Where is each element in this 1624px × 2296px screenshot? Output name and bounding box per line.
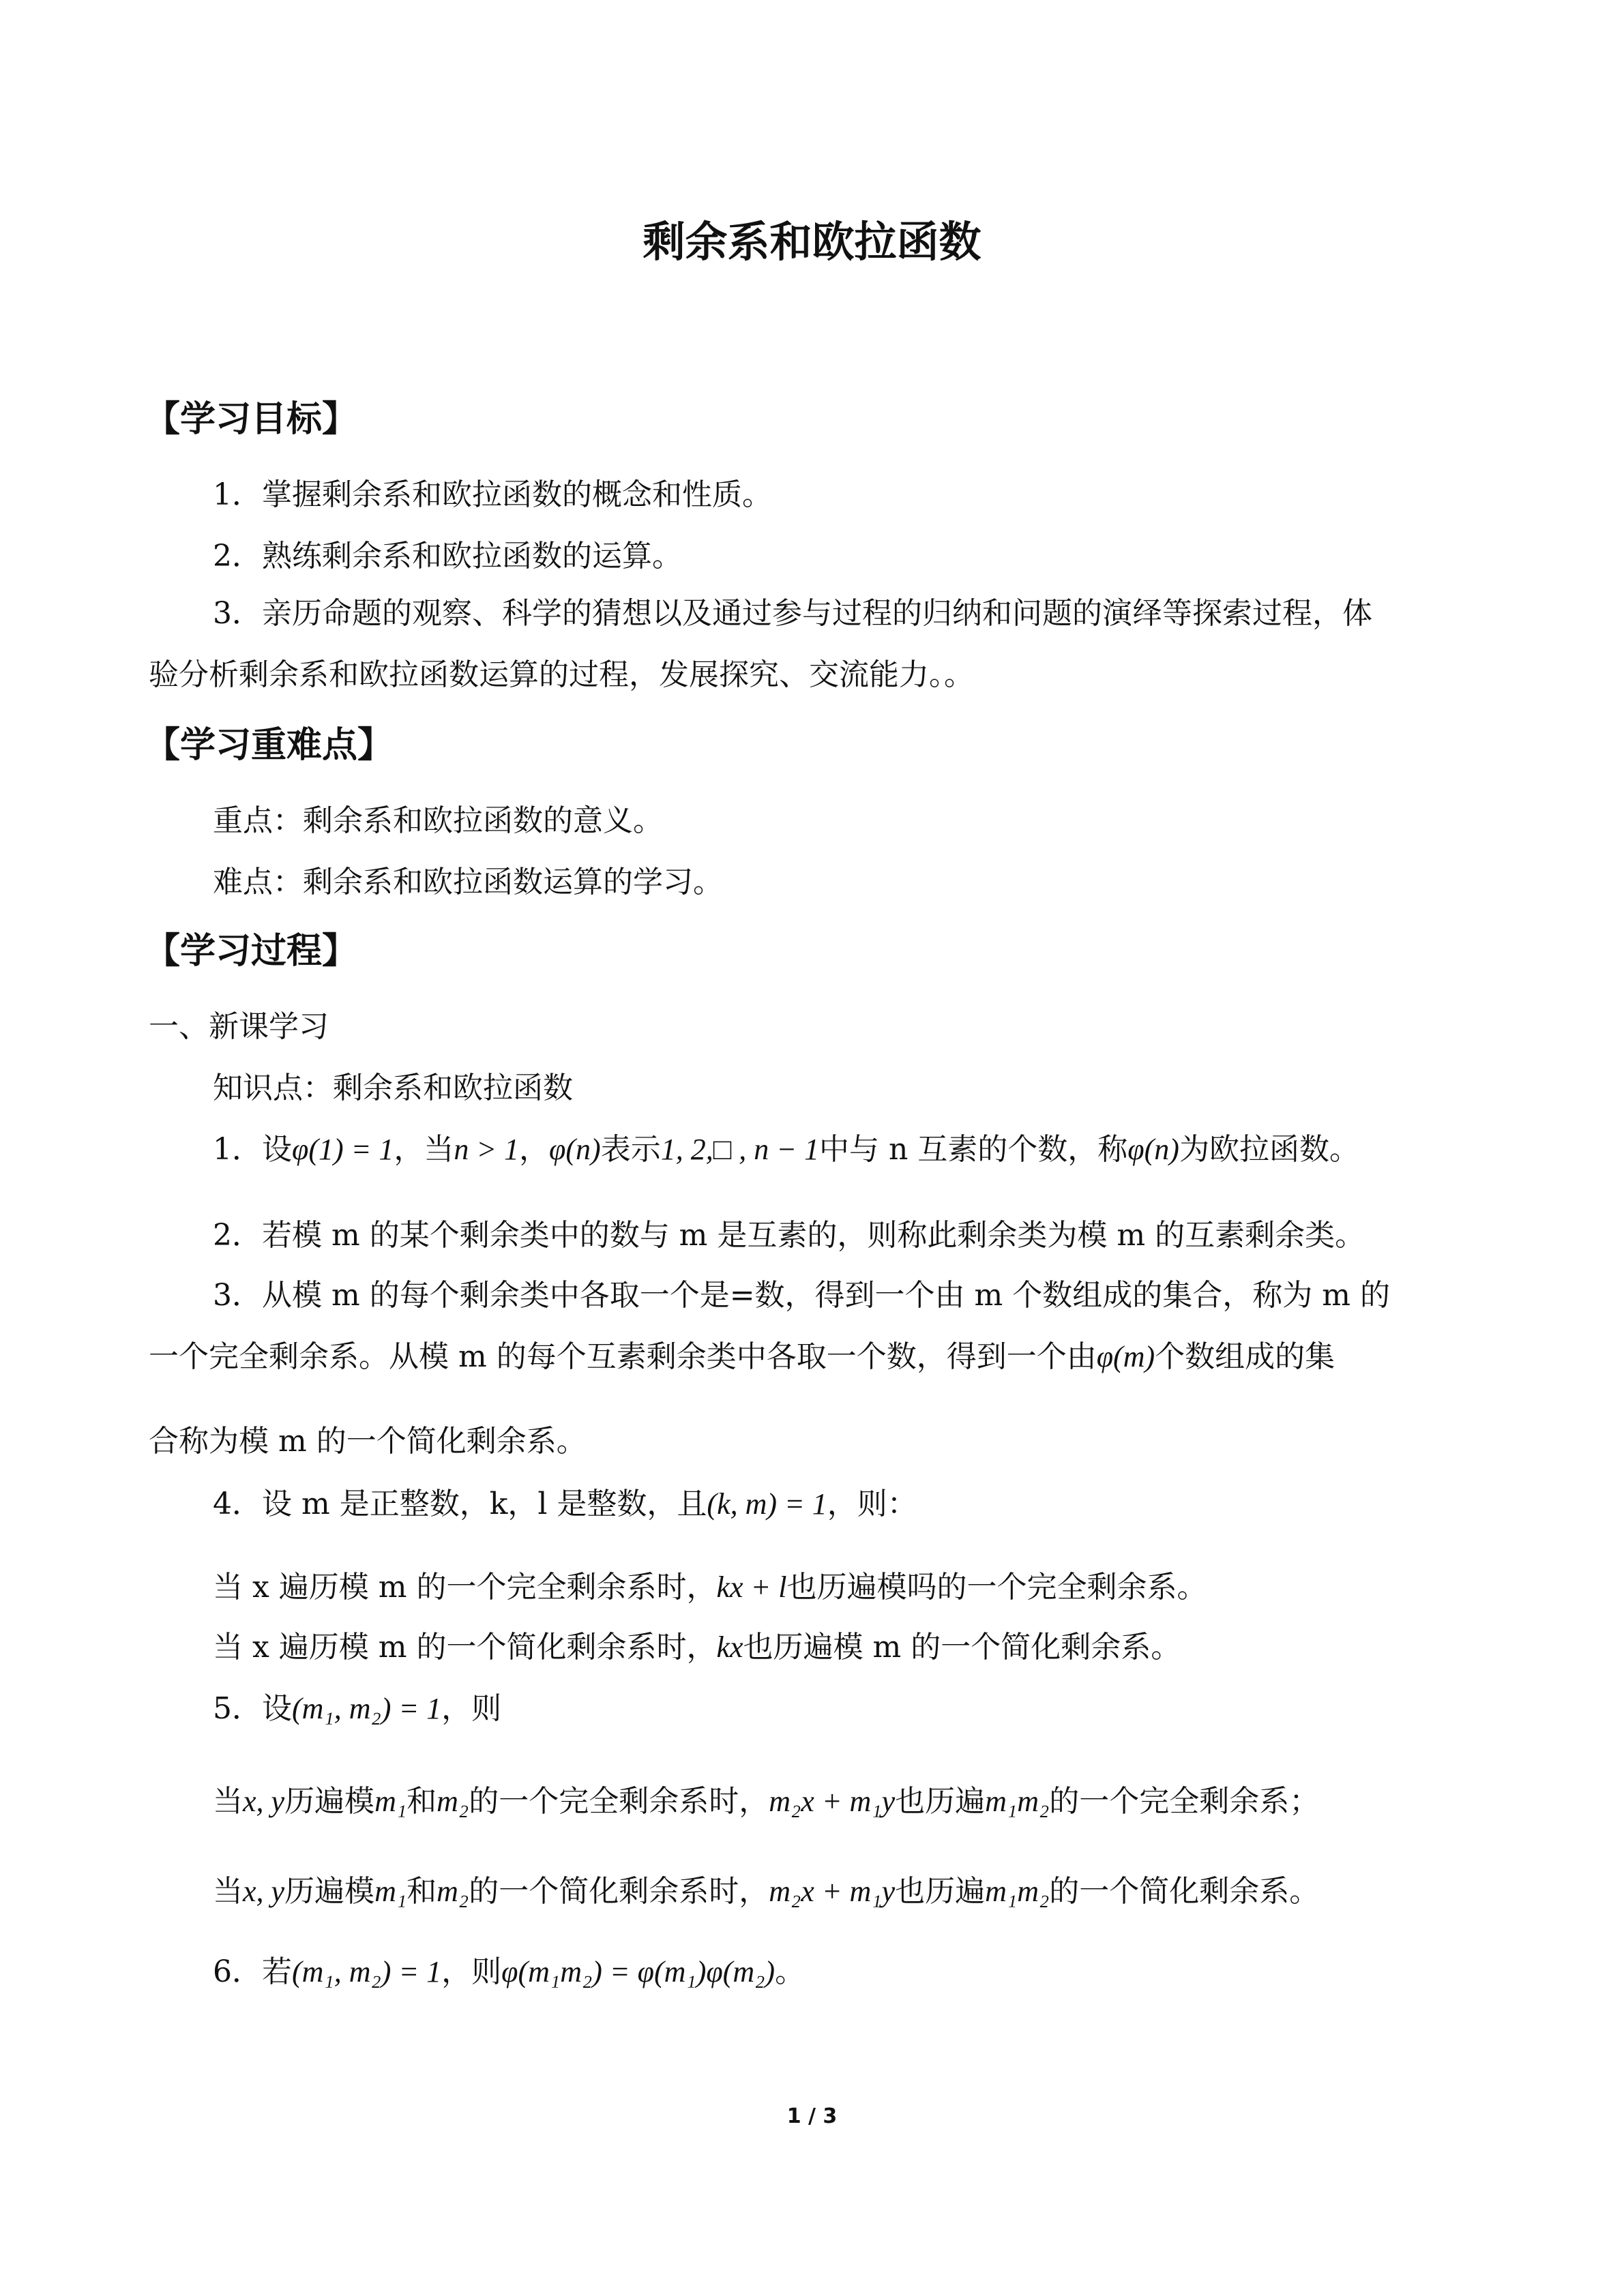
item-1-formula-phi1: φ(1) = 1 xyxy=(292,1133,394,1166)
item-6-text-b: ，则 xyxy=(441,1954,502,1989)
item-5-text-b: ，则 xyxy=(441,1691,502,1726)
item-5-formula-gcd: (m₁, m₂) = 1 xyxy=(292,1692,442,1725)
item-5-line-2-text-d: 的一个简化剩余系时， xyxy=(469,1874,769,1909)
item-1-formula-phin: φ(n) xyxy=(549,1133,601,1166)
item-5-line-1-m2: m₂ xyxy=(437,1785,469,1818)
goal-1: 1．掌握剩余系和欧拉函数的概念和性质。 xyxy=(213,477,772,512)
item-1-formula-phin-2: φ(n) xyxy=(1127,1133,1179,1166)
item-3-line-3: 合称为模 m 的一个简化剩余系。 xyxy=(149,1424,587,1459)
item-4-line-2-formula: kx xyxy=(716,1630,743,1664)
item-1-text-d: 表示 xyxy=(600,1132,661,1167)
item-1 xyxy=(213,1132,1359,1167)
page-number: 1 / 3 xyxy=(786,2104,838,2128)
item-5-line-2-text-c: 和 xyxy=(407,1874,437,1909)
item-5-line-2-m2: m₂ xyxy=(437,1875,469,1908)
item-5-line-2-text-f: 的一个简化剩余系。 xyxy=(1049,1874,1320,1909)
item-5-line-1-text-a: 当 xyxy=(213,1784,243,1819)
section-heading-process: 【学习过程】 xyxy=(145,931,358,972)
item-5-line-2-text-b: 历遍模 xyxy=(284,1874,375,1909)
goal-3-line-2: 验分析剩余系和欧拉函数运算的过程，发展探究、交流能力。。 xyxy=(149,657,974,692)
item-3-line-1: 3．从模 m 的每个剩余类中各取一个是=数，得到一个由 m 个数组成的集合，称为 m 的 xyxy=(213,1278,1390,1313)
item-5-line-2-text-a: 当 xyxy=(213,1874,243,1909)
subsection-heading: 一、新课学习 xyxy=(149,1009,329,1044)
item-5-line-1 xyxy=(213,1784,1320,1819)
item-1-formula-range: 1, 2,□ , n − 1 xyxy=(660,1133,819,1166)
item-1-formula-n: n > 1 xyxy=(454,1133,520,1166)
item-4-text-a: 4．设 m 是正整数，k，l 是整数，且 xyxy=(213,1487,707,1521)
goal-2: 2．熟练剩余系和欧拉函数的运算。 xyxy=(213,539,682,573)
key-point: 重点：剩余系和欧拉函数的意义。 xyxy=(213,803,663,838)
knowledge-point: 知识点：剩余系和欧拉函数 xyxy=(213,1071,573,1105)
item-5-line-2-m1: m₁ xyxy=(374,1875,407,1908)
item-5-line-1-text-f: 的一个完全剩余系； xyxy=(1049,1784,1320,1819)
item-5-line-1-expr: m₂x + m₁y xyxy=(769,1785,896,1818)
item-3-line-2 xyxy=(149,1339,1335,1374)
item-6-text-a: 6．若 xyxy=(213,1954,292,1989)
difficult-point: 难点：剩余系和欧拉函数运算的学习。 xyxy=(213,865,723,899)
item-4-line-1 xyxy=(213,1570,1207,1605)
item-4-line-1-text-b: 也历遍模吗的一个完全剩余系。 xyxy=(786,1570,1207,1605)
item-4-formula-gcd: (k, m) = 1 xyxy=(707,1487,827,1521)
item-6-text-c: 。 xyxy=(775,1954,806,1989)
item-4-line-2 xyxy=(213,1632,1181,1663)
item-5-line-2-expr: m₂x + m₁y xyxy=(769,1875,896,1908)
item-5-line-1-text-d: 的一个完全剩余系时， xyxy=(469,1784,769,1819)
item-4 xyxy=(213,1489,917,1519)
item-5-line-1-text-b: 历遍模 xyxy=(284,1784,375,1819)
item-1-text-e: 中与 n 互素的个数，称 xyxy=(818,1132,1128,1167)
item-5-text-a: 5．设 xyxy=(213,1691,292,1726)
item-5-line-2-text-e: 也历遍 xyxy=(895,1874,986,1909)
section-heading-key-points: 【学习重难点】 xyxy=(145,725,394,766)
item-4-line-2-text-b: 也历遍模 m 的一个简化剩余系。 xyxy=(743,1630,1181,1665)
item-5-line-2 xyxy=(213,1874,1320,1909)
item-1-text-f: 为欧拉函数。 xyxy=(1179,1132,1359,1167)
item-5-line-1-xy: x, y xyxy=(243,1785,285,1818)
item-1-text-c: ， xyxy=(519,1132,550,1167)
item-4-line-1-text-a: 当 x 遍历模 m 的一个完全剩余系时， xyxy=(213,1570,717,1605)
item-4-line-2-text-a: 当 x 遍历模 m 的一个简化剩余系时， xyxy=(213,1630,717,1665)
item-3-formula-phim: φ(m) xyxy=(1096,1340,1155,1373)
item-1-text-a: 1．设 xyxy=(213,1132,292,1167)
item-6 xyxy=(213,1954,806,1989)
item-2: 2．若模 m 的某个剩余类中的数与 m 是互素的，则称此剩余类为模 m 的互素剩余类。 xyxy=(213,1218,1365,1253)
item-3-text-b: 个数组成的集 xyxy=(1155,1339,1335,1374)
item-1-text-b: ，当 xyxy=(394,1132,454,1167)
goal-3-line-1: 3．亲历命题的观察、科学的猜想以及通过参与过程的归纳和问题的演绎等探索过程，体 xyxy=(213,596,1372,631)
item-6-formula-gcd: (m₁, m₂) = 1 xyxy=(292,1955,442,1988)
item-5-line-1-text-c: 和 xyxy=(407,1784,437,1819)
item-5-line-1-m1: m₁ xyxy=(374,1785,407,1818)
item-3-text-a: 一个完全剩余系。从模 m 的每个互素剩余类中各取一个数，得到一个由 xyxy=(149,1339,1097,1374)
item-5-line-2-prod: m₁m₂ xyxy=(985,1875,1050,1908)
item-5-line-1-text-e: 也历遍 xyxy=(895,1784,986,1819)
item-5 xyxy=(213,1691,502,1726)
page-title: 剩余系和欧拉函数 xyxy=(643,217,981,267)
item-5-line-1-prod: m₁m₂ xyxy=(985,1785,1050,1818)
item-6-formula-euler: φ(m₁m₂) = φ(m₁)φ(m₂) xyxy=(501,1955,776,1988)
item-4-text-b: ，则： xyxy=(827,1487,917,1521)
section-heading-goals: 【学习目标】 xyxy=(145,399,358,440)
item-4-line-1-formula: kx + l xyxy=(716,1570,787,1604)
item-5-line-2-xy: x, y xyxy=(243,1875,285,1908)
